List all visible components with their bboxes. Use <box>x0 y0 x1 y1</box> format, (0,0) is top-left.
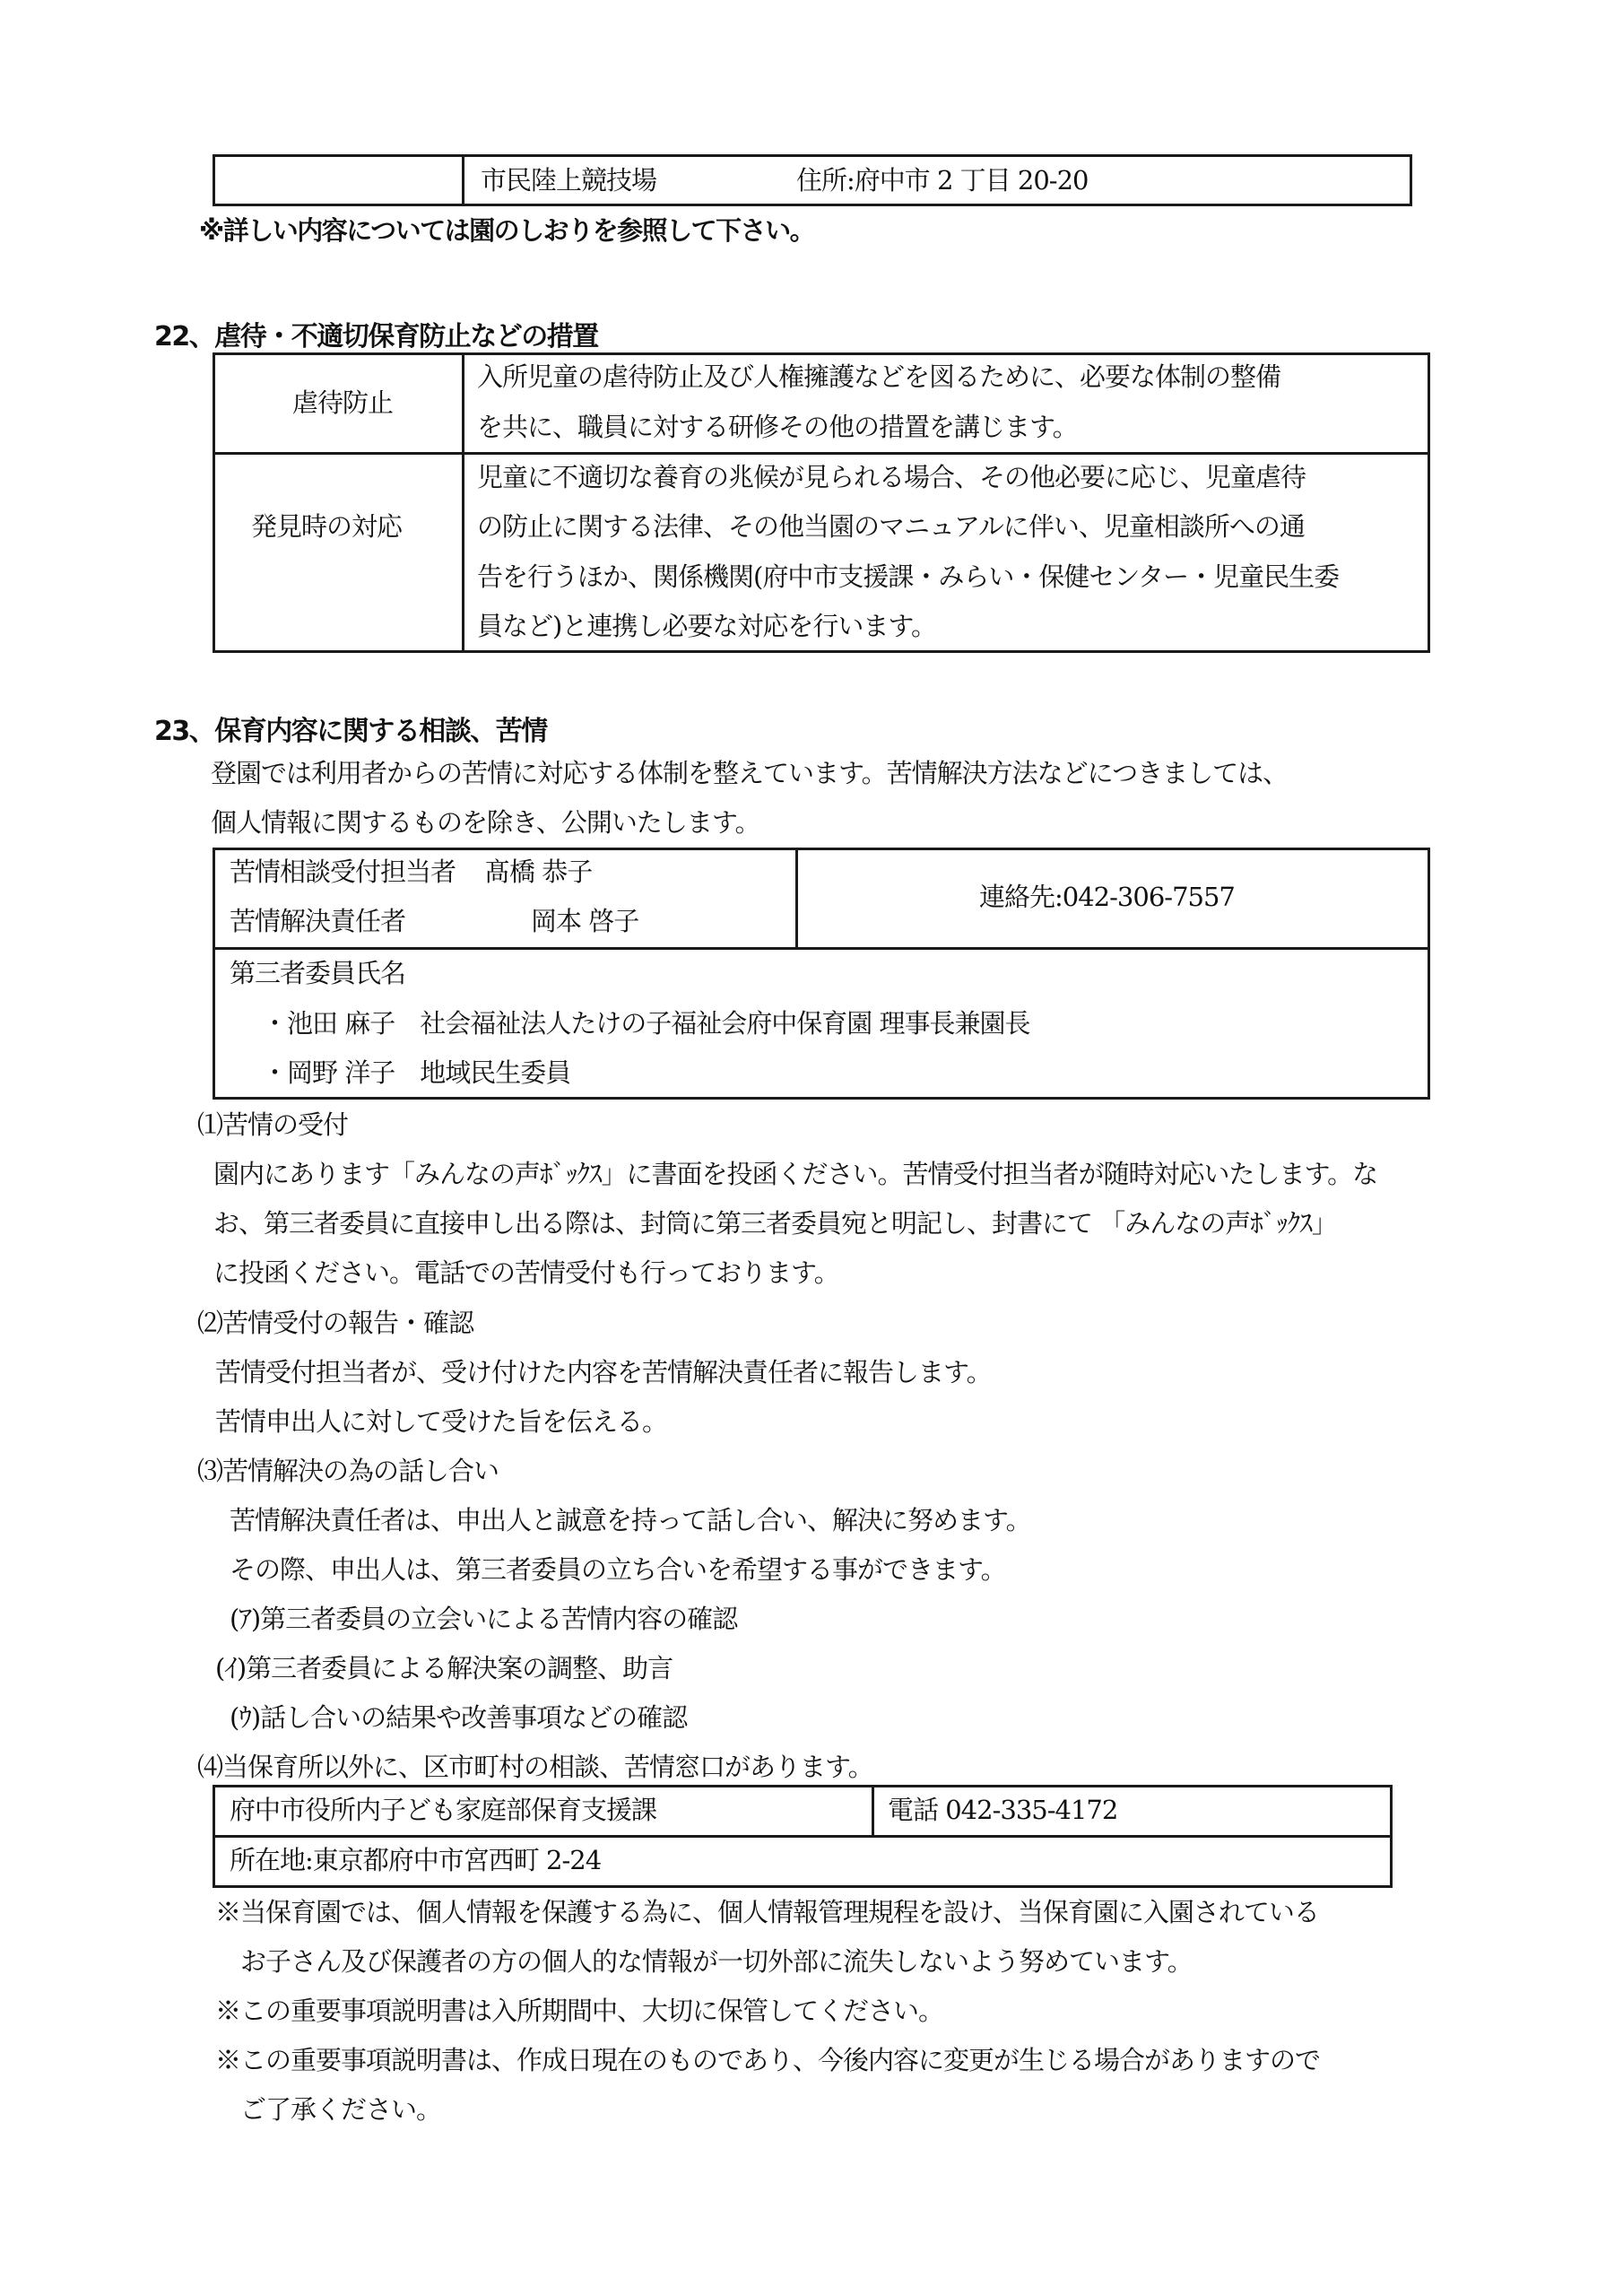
section-22-heading: 22、虐待・不適切保育防止などの措置 <box>154 321 598 352</box>
abuse-table-col-divider <box>462 352 464 653</box>
resolver-name: 岡本 啓子 <box>531 906 639 936</box>
keep-note: ※この重要事項説明書は入所期間中、大切に保管してください。 <box>215 1996 944 2026</box>
committee-member: ・池田 麻子 社会福祉法人たけの子福祉会府中保育園 理事長兼園長 <box>262 1008 1030 1039</box>
abuse-table-row-divider <box>213 452 1430 455</box>
sub-item: (ｱ)第三者委員の立会いによる苦情内容の確認 <box>230 1604 738 1634</box>
discovery-response-line: 員など)と連携し必要な対応を行います。 <box>477 611 936 641</box>
item-line: 園内にあります「みんなの声ﾎﾞｯｸｽ」に書面を投函ください。苦情受付担当者が随時対応いたします。な <box>213 1159 1378 1189</box>
item-line: 苦情受付担当者が、受け付けた内容を苦情解決責任者に報告します。 <box>215 1357 992 1387</box>
item-line: 苦情申出人に対して受けた旨を伝える。 <box>215 1406 668 1437</box>
abuse-prevention-label: 虐待防止 <box>292 387 394 418</box>
section-23-heading: 23、保育内容に関する相談、苦情 <box>154 716 547 747</box>
abuse-prevention-table <box>213 352 1430 653</box>
discovery-response-line: の防止に関する法律、その他当園のマニュアルに伴い、児童相談所への通 <box>477 511 1305 542</box>
contact-phone: 連絡先:042-306-7557 <box>979 882 1235 912</box>
venue-address: 住所:府中市 2 丁目 20-20 <box>796 165 1089 196</box>
venue-table-divider <box>462 154 464 206</box>
city-table-col-divider <box>872 1785 874 1837</box>
item-title: ⑴苦情の受付 <box>197 1109 349 1140</box>
discovery-response-line: 告を行うほか、関係機関(府中市支援課・みらい・保健センター・児童民生委 <box>477 561 1340 592</box>
item-line: 苦情解決責任者は、申出人と誠意を持って話し合い、解決に努めます。 <box>230 1505 1031 1535</box>
item-title: ⑵苦情受付の報告・確認 <box>197 1308 474 1338</box>
city-table-row-divider <box>213 1835 1393 1838</box>
city-office-name: 府中市役所内子ども家庭部保育支援課 <box>230 1795 657 1825</box>
item-line: に投函ください。電話での苦情受付も行っております。 <box>213 1257 839 1288</box>
resolver-role: 苦情解決責任者 <box>230 906 406 936</box>
abuse-prevention-line: を共に、職員に対する研修その他の措置を講じます。 <box>477 412 1078 442</box>
change-note: ご了承ください。 <box>215 2094 442 2125</box>
item-line: お、第三者委員に直接申し出る際は、封筒に第三者委員宛と明記し、封書にて 「みんなの声ﾎﾞｯｸｽ」 <box>213 1208 1337 1239</box>
privacy-note: お子さん及び保護者の方の個人的な情報が一切外部に流失しないよう努めています。 <box>215 1946 1193 1977</box>
sub-item: (ｳ)話し合いの結果や改善事項などの確認 <box>230 1702 688 1733</box>
change-note: ※この重要事項説明書は、作成日現在のものであり、今後内容に変更が生じる場合がありますので <box>215 2045 1321 2075</box>
committee-title: 第三者委員氏名 <box>230 958 406 988</box>
contact-table-col-divider <box>795 848 798 949</box>
venue-name: 市民陸上競技場 <box>481 165 657 196</box>
reception-name: 髙橋 恭子 <box>484 857 593 887</box>
reception-role: 苦情相談受付担当者 <box>230 857 456 887</box>
privacy-note: ※当保育園では、個人情報を保護する為に、個人情報管理規程を設け、当保育園に入園されている <box>215 1897 1319 1927</box>
item-title: ⑶苦情解決の為の話し合い <box>197 1456 499 1486</box>
abuse-prevention-line: 入所児童の虐待防止及び人権擁護などを図るために、必要な体制の整備 <box>477 361 1281 392</box>
section-23-intro: 個人情報に関するものを除き、公開いたします。 <box>211 807 760 838</box>
discovery-response-label: 発見時の対応 <box>251 511 403 542</box>
item-line: その際、申出人は、第三者委員の立ち合いを希望する事ができます。 <box>230 1554 1006 1585</box>
top-note: ※詳しい内容については園のしおりを参照して下さい。 <box>199 215 815 246</box>
contact-table-row-divider <box>213 947 1430 950</box>
discovery-response-line: 児童に不適切な養育の兆候が見られる場合、その他必要に応じ、児童虐待 <box>477 462 1306 492</box>
committee-member: ・岡野 洋子 地域民生委員 <box>262 1057 571 1088</box>
sub-item: (ｲ)第三者委員による解決案の調整、助言 <box>215 1653 673 1683</box>
item-title: ⑷当保育所以外に、区市町村の相談、苦情窓口があります。 <box>197 1752 873 1782</box>
city-office-address: 所在地:東京都府中市宮西町 2-24 <box>230 1845 602 1875</box>
section-23-intro: 登園では利用者からの苦情に対応する体制を整えています。苦情解決方法などにつきましては、 <box>211 758 1289 788</box>
city-office-phone: 電話 042-335-4172 <box>888 1795 1118 1825</box>
